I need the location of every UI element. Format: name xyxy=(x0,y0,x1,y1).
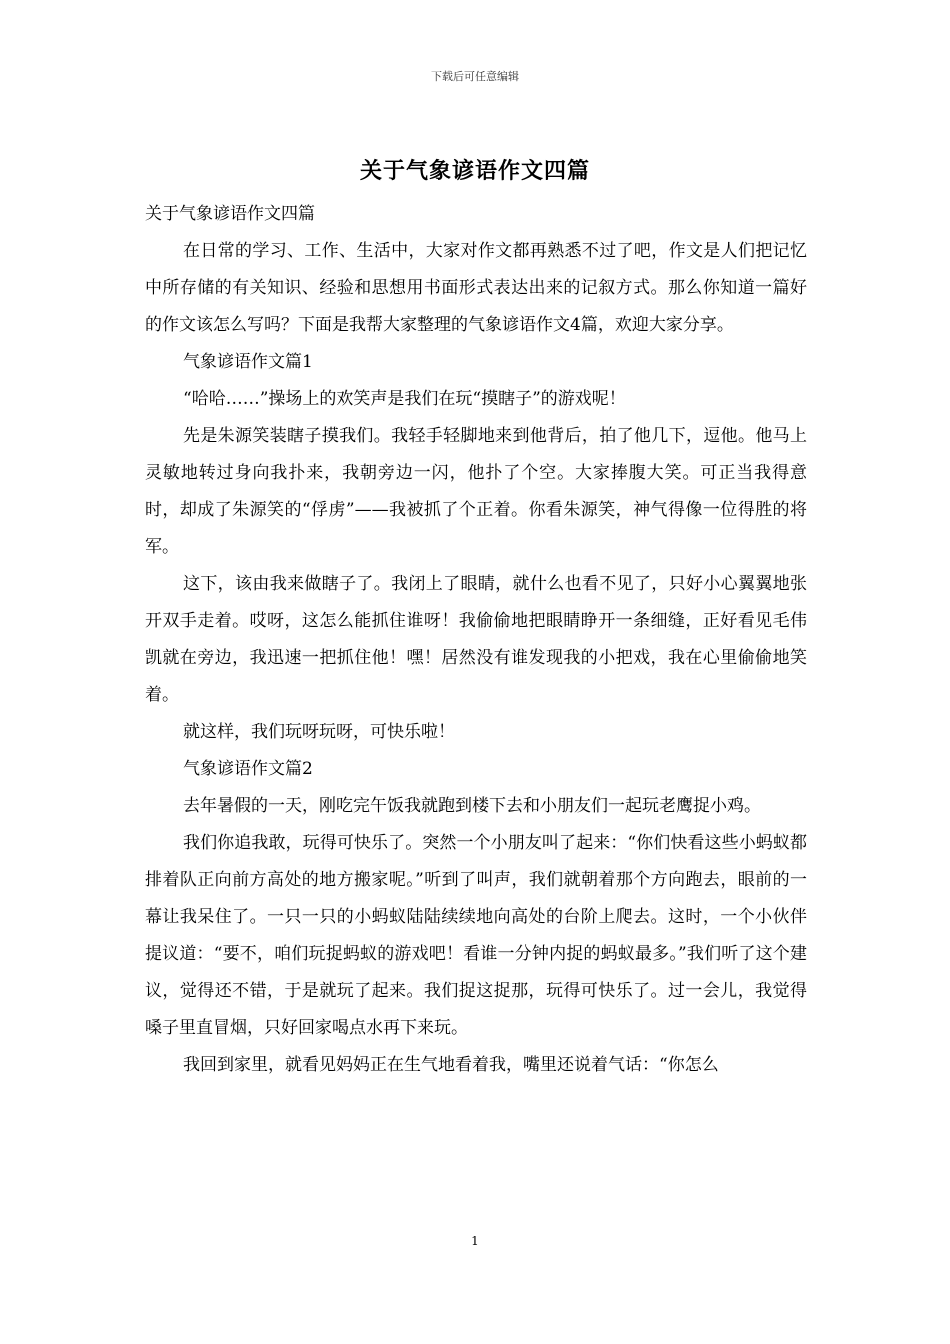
paragraph: 就这样，我们玩呀玩呀，可快乐啦！ xyxy=(183,722,455,742)
document-body xyxy=(145,196,807,1084)
paragraph: 去年暑假的一天，刚吃完午饭我就跑到楼下去和小朋友们一起玩老鹰捉小鸡。 xyxy=(183,796,761,816)
document-title: 关于气象谚语作文四篇 xyxy=(359,158,590,184)
paragraph: 这下，该由我来做瞎子了。我闭上了眼睛，就什么也看不见了，只好小心翼翼地张开双手走着。哎呀，这怎么能抓住谁呀！我偷偷地把眼睛睁开一条细缝，正好看见毛伟凯就在旁边，我迅速一把抓住他！嘿！居然没有谁发现我的小把戏，我在心里偷偷地笑着。 xyxy=(145,574,807,705)
section-heading: 气象谚语作文篇1 xyxy=(183,352,313,372)
section-heading: 气象谚语作文篇2 xyxy=(183,759,313,779)
paragraph: 在日常的学习、工作、生活中，大家对作文都再熟悉不过了吧，作文是人们把记忆中所存储的有关知识、经验和思想用书面形式表达出来的记叙方式。那么你知道一篇好的作文该怎么写吗？下面是我帮大家整理的气象谚语作文4篇，欢迎大家分享。 xyxy=(145,241,807,335)
paragraph: “哈哈……”操场上的欢笑声是我们在玩“摸瞎子”的游戏呢！ xyxy=(183,389,626,409)
paragraph-subtitle: 关于气象谚语作文四篇 xyxy=(145,204,315,224)
paragraph: 我们你追我敢，玩得可快乐了。突然一个小朋友叫了起来：“你们快看这些小蚂蚁都排着队正向前方高处的地方搬家呢。”听到了叫声，我们就朝着那个方向跑去，眼前的一幕让我呆住了。一只一只的小蚂蚁陆陆续续地向高处的台阶上爬去。这时，一个小伙伴提议道：“要不，咱们玩捉蚂蚁的游戏吧！看谁一分钟内捉的蚂蚁最多。”我们听了这个建议，觉得还不错，于是就玩了起来。我们捉这捉那，玩得可快乐了。过一会儿，我觉得嗓子里直冒烟，只好回家喝点水再下来玩。 xyxy=(145,833,807,1038)
paragraph: 先是朱源笑装瞎子摸我们。我轻手轻脚地来到他背后，拍了他几下，逗他。他马上灵敏地转过身向我扑来，我朝旁边一闪，他扑了个空。大家捧腹大笑。可正当我得意时，却成了朱源笑的“俘虏”——我被抓了个正着。你看朱源笑，神气得像一位得胜的将军。 xyxy=(145,426,807,557)
header-note: 下载后可任意编辑 xyxy=(431,70,519,83)
page-number: 1 xyxy=(471,1234,479,1248)
paragraph: 我回到家里，就看见妈妈正在生气地看着我，嘴里还说着气话：“你怎么 xyxy=(183,1055,719,1075)
